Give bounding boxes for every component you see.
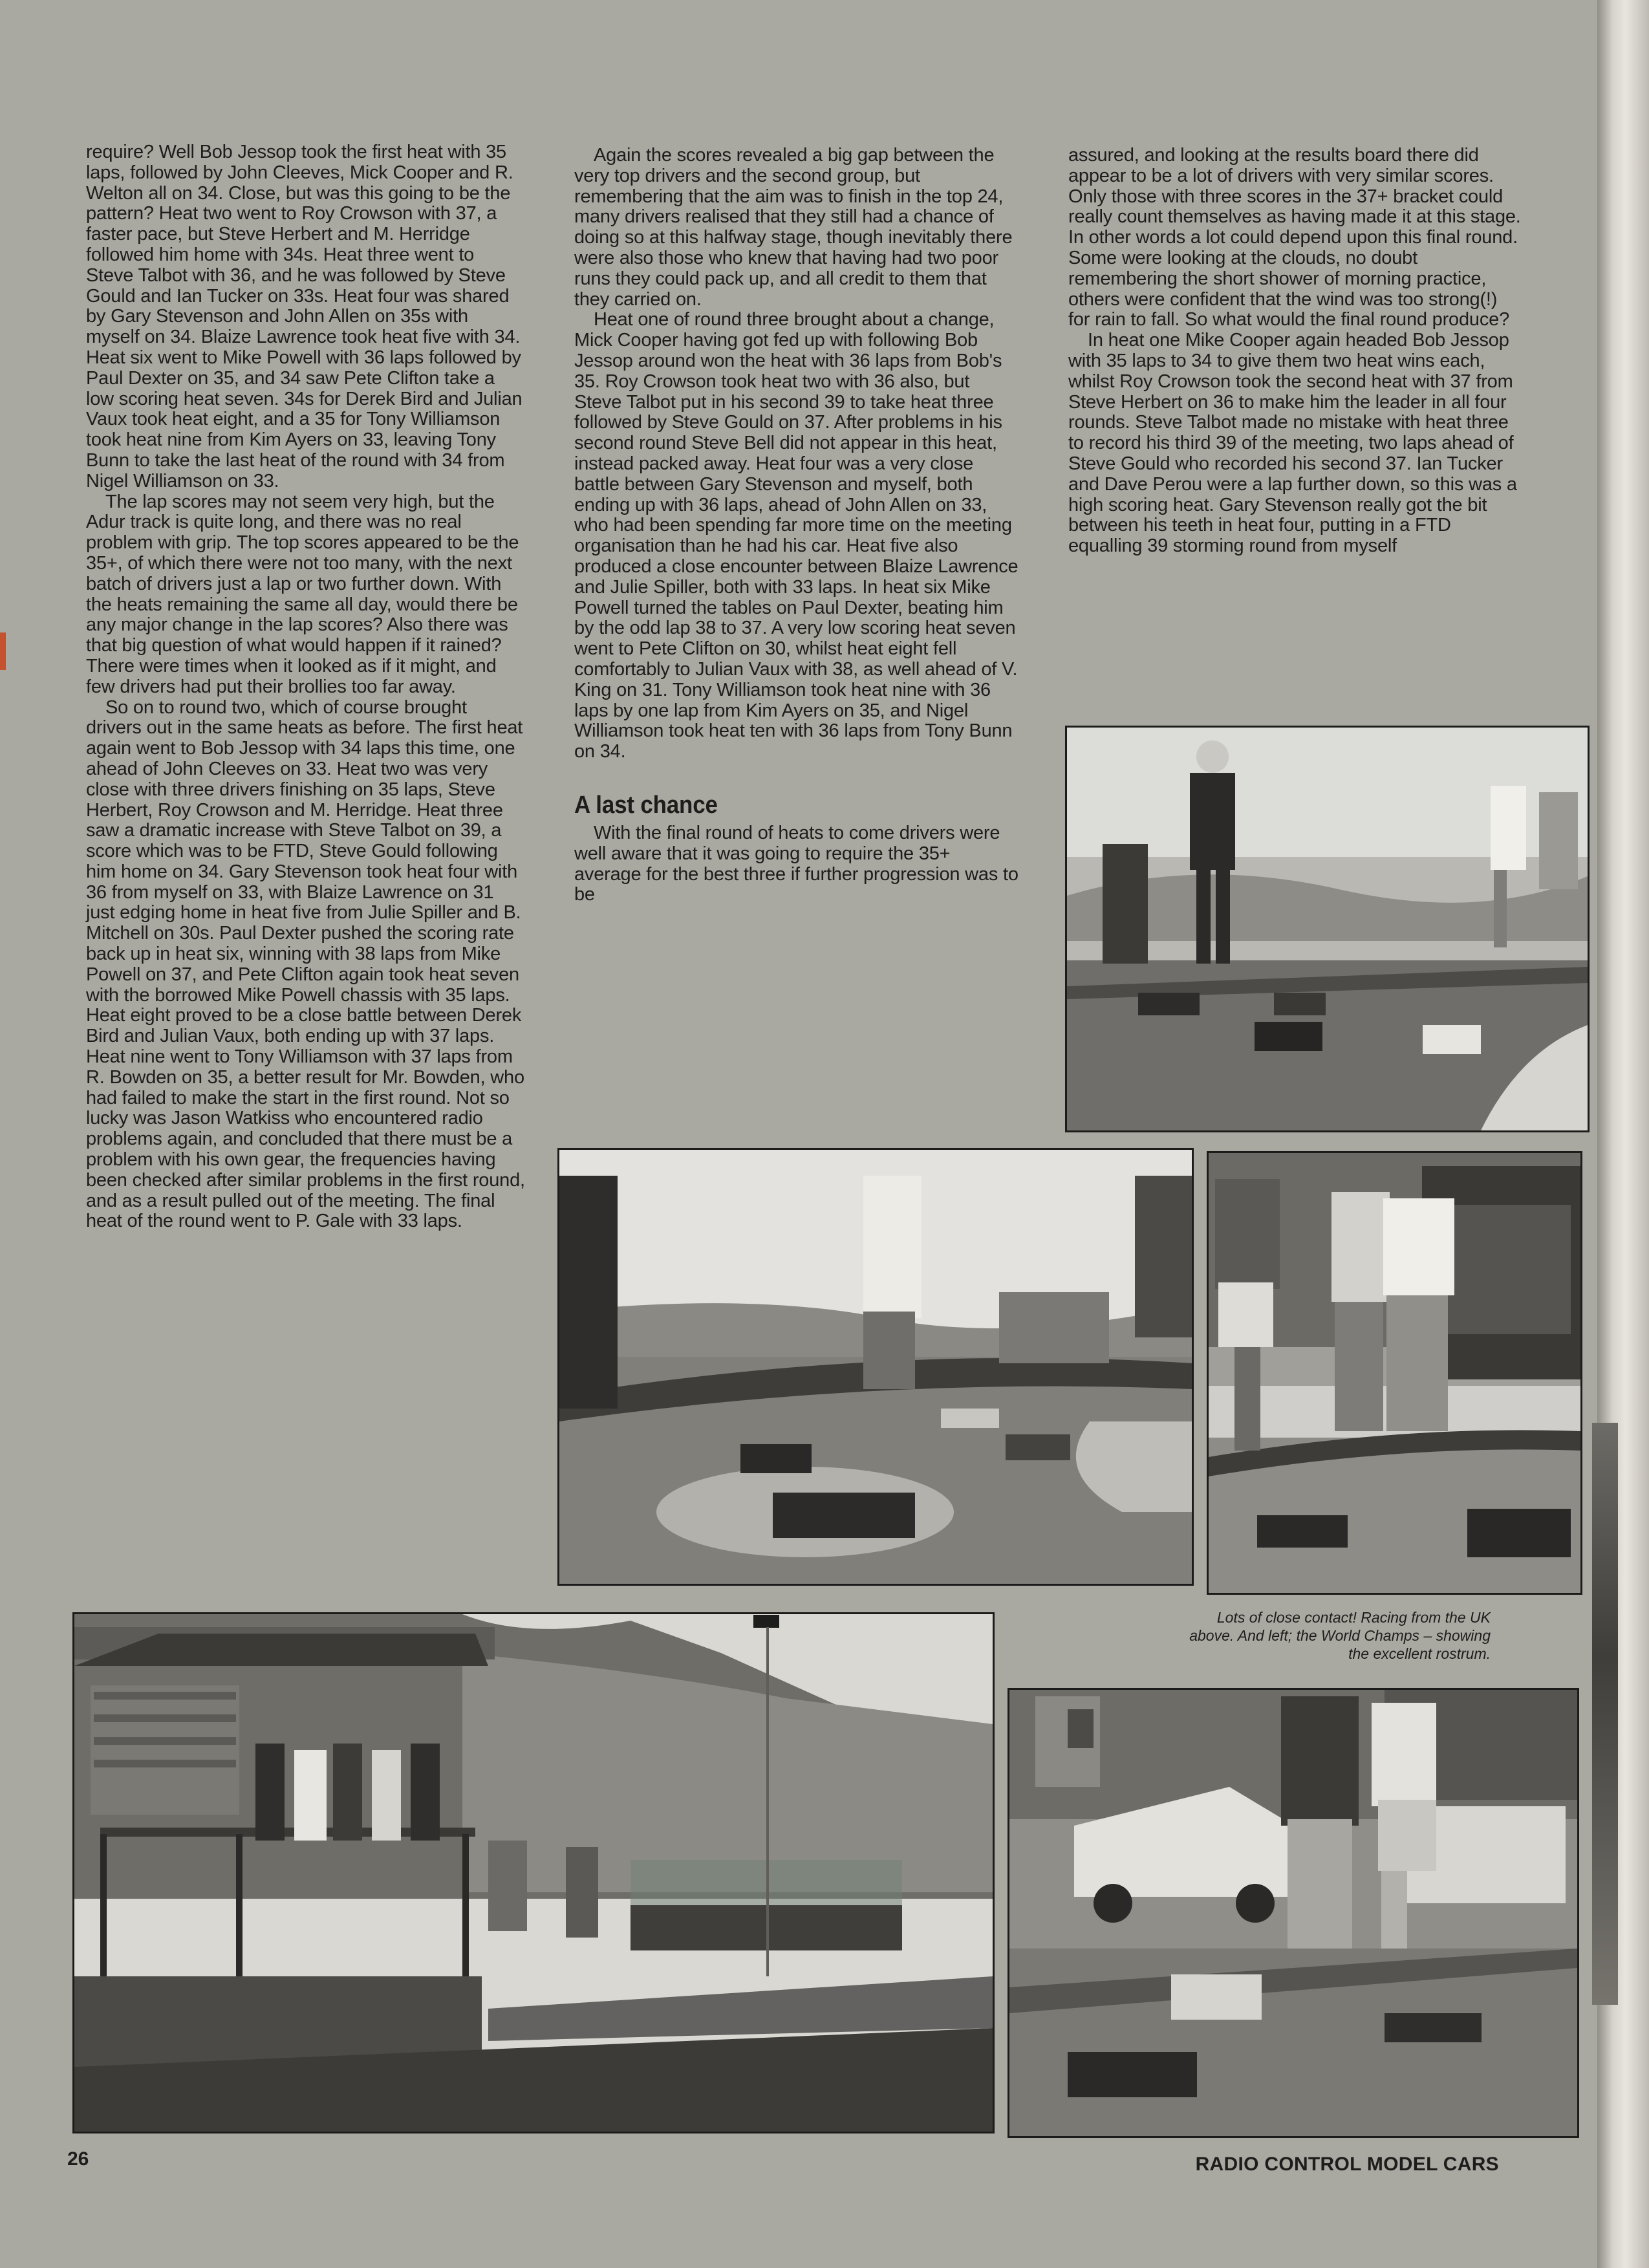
caption-line: the excellent rostrum. [1348,1645,1491,1662]
paragraph: Again the scores revealed a big gap between the very top drivers and the second group, but remembering that the aim was to finish in the top 24, many drivers realised that they still had a chance of doing so at this halfway stage, though inevitably there were also those who knew that having had two poor runs they could pack up, and all credit to them that they carried on. [574,145,1013,310]
race-photo-marshals-hatchback [1207,1151,1582,1595]
paragraph: assured, and looking at the results board there did appear to be a lot of drivers with very similar scores. Only those with three scores in the 37+ bracket could really count themselves as having made it at this stage. In other words a lot could depend upon this final round. Some were looking at the clouds, no doubt remembering the short shower of morning practice, others were confident that the wind was too strong(!) for rain to fall. So what would the final round produce? [1068,145,1521,330]
article-column-3 [1068,146,1521,557]
page-number: 26 [67,2148,89,2170]
race-photo-spectators-track [1065,726,1590,1132]
section-heading: A last chance [574,791,718,819]
red-edge-mark [0,632,6,670]
race-photo-uk-parked-car [1008,1688,1579,2138]
paragraph: So on to round two, which of course brought drivers out in the same heats as before. The first heat again went to Bob Jessop with 34 laps this time, one ahead of John Cleeves on 33. Heat two was very close with three drivers finishing on 35 laps, Steve Herbert, Roy Crowson and M. Herridge. Heat three saw a dramatic increase with Steve Talbot on 39, a score which was to be FTD, Steve Gould following him home on 34. Gary Stevenson took heat four with 36 from myself on 33, with Blaize Lawrence on 31 just edging home in heat five from Julie Spiller and B. Mitchell on 30s. Paul Dexter pushed the scoring rate back up in heat six, winning with 38 laps from Mike Powell on 37, and Pete Clifton again took heat seven with the borrowed Mike Powell chassis with 35 laps. Heat eight proved to be a close battle between Derek Bird and Julian Vaux, both ending up with 37 laps. Heat nine went to Tony Williamson with 37 laps from R. Bowden on 35, a better result for Mr. Bowden, who had failed to make the start in the first round. Not so lucky was Jason Watkiss who encountered radio problems again, and concluded that there must be a problem with his own gear, the frequencies having been checked after similar problems in the first round, and as a result pulled out of the meeting. The final heat of the round went to P. Gale with 33 laps. [86,697,525,1232]
paragraph: Heat one of round three brought about a change, Mick Cooper having got fed up with following Bob Jessop around won the heat with 36 laps from Bob's 35. Roy Crowson took heat two with 36 also, but Steve Talbot put in his second 39 to take heat three followed by Steve Gould on 37. After problems in his second round Steve Bell did not appear in this heat, instead packed away. Heat four was a very close battle between Gary Stevenson and myself, both ending up with 36 laps, ahead of John Allen on 33, who had been spending far more time on the meeting organisation than he had his car. Heat five also produced a close encounter between Blaize Lawrence and Julie Spiller, both with 33 laps. In heat six Mike Powell turned the tables on Paul Dexter, beating him by the odd lap 38 to 37. A very low scoring heat seven went to Pete Clifton on 30, whilst heat eight fell comfortably to Julian Vaux with 38, as well ahead of V. King on 31. Tony Williamson took heat nine with 36 laps by one lap from Kim Ayers on 35, and Nigel Williamson took heat ten with 36 laps from Tony Bunn on 34. [574,309,1018,762]
article-column-2 [574,146,1020,905]
photo-caption [1061,1608,1491,1663]
adjacent-page-edge [1592,1423,1618,2005]
article-column-1 [86,142,526,1232]
magazine-title: RADIO CONTROL MODEL CARS [1195,2154,1499,2175]
caption-line: Lots of close contact! Racing from the UK [1216,1609,1491,1626]
paragraph: The lap scores may not seem very high, but the Adur track is quite long, and there was no real problem with grip. The top scores appeared to be the 35+, of which there were not too many, with the next batch of drivers just a lap or two further down. With the heats remaining the same all day, would there be any major change in the lap scores? Also there was that big question of what would happen if it rained? There were times when it looked as if it might, and few drivers had put their brollies too far away. [86,491,519,697]
paragraph: require? Well Bob Jessop took the first heat with 35 laps, followed by John Cleeves, Mick Cooper and R. Welton all on 34. Close, but was this going to be the pattern? Heat two went to Roy Crowson with 37, a faster pace, but Steve Herbert and M. Herridge followed him home with 34s. Heat three went to Steve Talbot with 36, and he was followed by Steve Gould and Ian Tucker on 33s. Heat four was shared by Gary Stevenson and John Allen on 35s with myself on 34. Blaize Lawrence took heat five with 34. Heat six went to Mike Powell with 36 laps followed by Paul Dexter on 35, and 34 saw Pete Clifton take a low scoring heat seven. 34s for Derek Bird and Julian Vaux took heat eight, and a 35 for Tony Williamson took heat nine from Kim Ayers on 33, leaving Tony Bunn to take the last heat of the round with 34 from Nigel Williamson on 33. [86,142,523,491]
photo-world-champs-rostrum [72,1612,995,2133]
paragraph: With the final round of heats to come drivers were well aware that it was going to require the 35+ average for the best three if further progression was to be [574,822,1018,905]
race-photo-cars-cornering [557,1148,1194,1586]
paragraph: In heat one Mike Cooper again headed Bob Jessop with 35 laps to 34 to give them two heat wins each, whilst Roy Crowson took the second heat with 37 from Steve Herbert on 36 to make him the leader in all four rounds. Steve Talbot made no mistake with heat three to record his third 39 of the meeting, two laps ahead of Steve Gould who recorded his second 37. Ian Tucker and Dave Perou were a lap further down, so this was a high scoring heat. Gary Stevenson really got the bit between his teeth in heat four, putting in a FTD equalling 39 storming round from myself [1068,330,1517,557]
caption-line: above. And left; the World Champs – showing [1189,1627,1491,1644]
